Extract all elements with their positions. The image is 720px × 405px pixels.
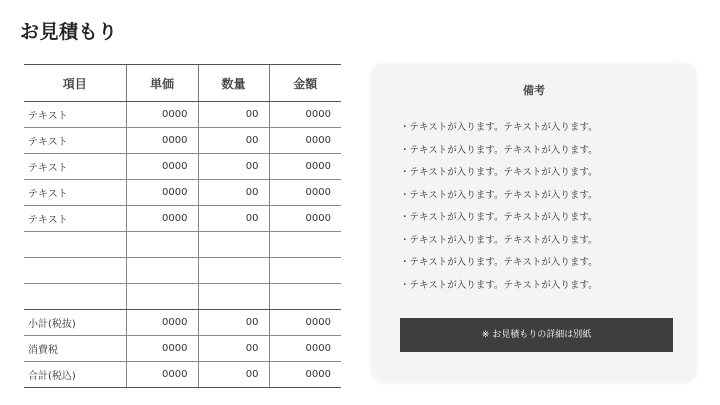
cell-label: 合計(税込)	[24, 362, 126, 388]
table-row	[24, 102, 341, 128]
table-row-empty	[24, 284, 341, 310]
cell-amount: 0000	[269, 128, 341, 154]
cell-quantity: 00	[198, 310, 269, 336]
subtotal-row	[24, 310, 341, 336]
cell-amount: 0000	[269, 180, 341, 206]
cell-item: テキスト	[24, 180, 126, 206]
table-row	[24, 128, 341, 154]
cell-item: テキスト	[24, 154, 126, 180]
cell-quantity	[198, 284, 269, 310]
cell-quantity: 00	[198, 154, 269, 180]
cell-quantity	[198, 232, 269, 258]
cell-amount: 0000	[269, 362, 341, 388]
cell-unit-price: 0000	[126, 102, 198, 128]
cell-quantity: 00	[198, 336, 269, 362]
list-item: ・テキストが入ります。テキストが入ります。	[400, 122, 598, 133]
list-item: ・テキストが入ります。テキストが入ります。	[400, 234, 598, 246]
cell-item	[24, 258, 126, 284]
list-item: ・テキストが入ります。テキストが入ります。	[400, 144, 598, 156]
cell-amount	[269, 284, 341, 310]
total-row	[24, 362, 341, 388]
quote-table	[24, 64, 341, 388]
header-item: 項目	[24, 65, 126, 102]
cell-quantity: 00	[198, 128, 269, 154]
cell-amount	[269, 258, 341, 284]
list-item: ・テキストが入ります。テキストが入ります。	[400, 257, 598, 268]
cell-quantity: 00	[198, 206, 269, 232]
cell-unit-price: 0000	[126, 180, 198, 206]
remarks-list	[400, 120, 598, 300]
cell-unit-price	[126, 258, 198, 284]
header-amount: 金額	[269, 65, 341, 102]
page-title: お見積もり	[20, 21, 118, 43]
cell-unit-price: 0000	[126, 336, 198, 362]
cell-amount: 0000	[269, 336, 341, 362]
cell-unit-price: 0000	[126, 310, 198, 336]
table-row	[24, 154, 341, 180]
cell-item: テキスト	[24, 102, 126, 128]
table-row	[24, 180, 341, 206]
cell-quantity: 00	[198, 362, 269, 388]
cell-label: 消費税	[24, 336, 126, 362]
header-quantity: 数量	[198, 65, 269, 102]
table-row	[24, 206, 341, 232]
cell-amount: 0000	[269, 310, 341, 336]
cell-unit-price: 0000	[126, 128, 198, 154]
header-unit-price: 単価	[126, 65, 198, 102]
cell-amount: 0000	[269, 154, 341, 180]
cell-unit-price	[126, 284, 198, 310]
cell-amount: 0000	[269, 206, 341, 232]
cell-amount	[269, 232, 341, 258]
cell-item	[24, 284, 126, 310]
cell-quantity: 00	[198, 102, 269, 128]
table-row-empty	[24, 232, 341, 258]
details-note-banner: ※ お見積もりの詳細は別紙	[400, 318, 673, 352]
cell-item	[24, 232, 126, 258]
cell-unit-price: 0000	[126, 206, 198, 232]
cell-label: 小計(税抜)	[24, 310, 126, 336]
table-row-empty	[24, 258, 341, 284]
cell-unit-price	[126, 232, 198, 258]
cell-quantity: 00	[198, 180, 269, 206]
list-item: ・テキストが入ります。テキストが入ります。	[400, 189, 598, 201]
cell-quantity	[198, 258, 269, 284]
tax-row	[24, 336, 341, 362]
cell-unit-price: 0000	[126, 362, 198, 388]
list-item: ・テキストが入ります。テキストが入ります。	[400, 279, 598, 291]
list-item: ・テキストが入ります。テキストが入ります。	[400, 167, 598, 178]
cell-item: テキスト	[24, 128, 126, 154]
list-item: ・テキストが入ります。テキストが入ります。	[400, 212, 598, 223]
cell-unit-price: 0000	[126, 154, 198, 180]
remarks-title: 備考	[523, 84, 545, 97]
remarks-panel	[372, 64, 696, 382]
cell-item: テキスト	[24, 206, 126, 232]
table-header-row	[24, 65, 341, 102]
cell-amount: 0000	[269, 102, 341, 128]
